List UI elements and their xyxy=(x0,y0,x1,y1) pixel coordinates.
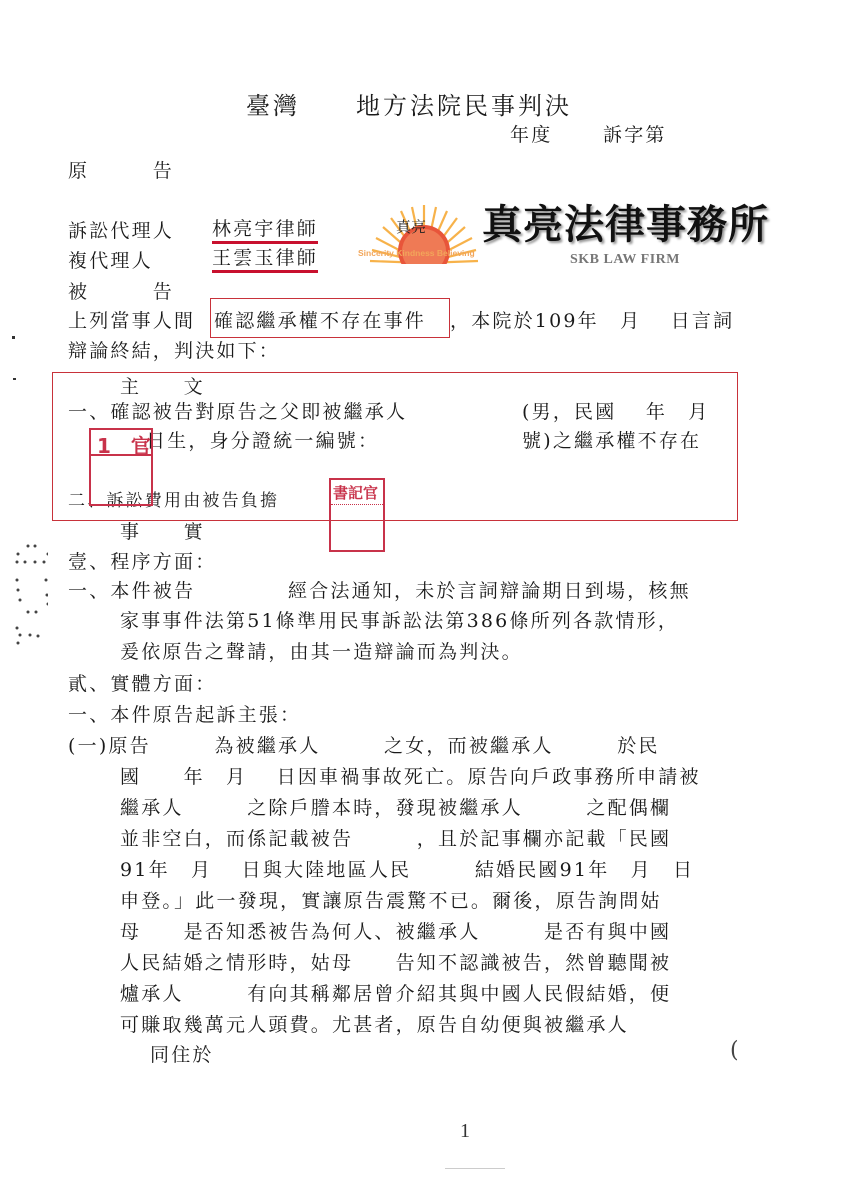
paragraph-line-10: 可賺取幾萬元人頭費。尤甚者，原告自幼便與被繼承人 xyxy=(120,1014,629,1036)
firm-name-zh: 真亮法律事務所 xyxy=(482,201,769,248)
intro-prefix: 上列當事人間 xyxy=(68,310,196,332)
paragraph-line-5: 91年 月 日與大陸地區人民 結婚民國91年 月 日 xyxy=(120,859,695,881)
s1-item1-line2: 家事事件法第51條準用民事訴訟法第386條所列各款情形， xyxy=(120,610,680,632)
binding-seal-mark xyxy=(8,540,48,660)
agent-name: 林亮宇律師 xyxy=(212,220,318,244)
scan-speck xyxy=(12,336,15,339)
document-title: 地方法院民事判決 xyxy=(356,92,572,120)
intro-line2: 辯論終結，判決如下： xyxy=(68,340,281,362)
plaintiff-label: 原 告 xyxy=(68,160,175,182)
s2-item1-title: 一、本件原告起訴主張： xyxy=(68,704,302,726)
sub-agent-name: 王雲玉律師 xyxy=(212,249,318,273)
main-item1-line1-a: 一、確認被告對原告之父即被繼承人 xyxy=(68,401,408,423)
logo-seal-text: 真亮 xyxy=(396,218,427,236)
paragraph-line-3: 繼承人 之除戶謄本時，發現被繼承人 之配偶欄 xyxy=(120,797,672,819)
paragraph-line-9: 爐承人 有向其稱鄰居曾介紹其與中國人民假結婚，便 xyxy=(120,983,672,1005)
firm-slogan: Sincerity Kindness Believing xyxy=(358,248,475,258)
stamp2-text: 書記官 xyxy=(333,484,379,502)
paragraph-line-1: (一)原告 為被繼承人 之女，而被繼承人 於民 xyxy=(68,735,660,757)
court-stamp-1 xyxy=(89,428,153,506)
main-item1-line2-b: 號)之繼承權不存在 xyxy=(522,430,702,452)
paragraph-line-8: 人民結婚之情形時，姑母 告知不認識被告，然曾聽聞被 xyxy=(120,952,672,974)
facts-heading: 事 實 xyxy=(120,521,205,543)
stamp1-text: 1 官 xyxy=(97,434,151,458)
paragraph-line-11: 同住於 xyxy=(150,1044,214,1066)
section2-title: 貳、實體方面： xyxy=(68,673,217,695)
defendant-label: 被 告 xyxy=(68,281,175,303)
s1-item1-line1-b: 經合法通知，未於言詞辯論期日到場，核無 xyxy=(288,580,691,602)
s1-item1-line3: 爰依原告之聲請，由其一造辯論而為判決。 xyxy=(120,641,523,663)
s1-item1-line1-a: 一、本件被告 xyxy=(68,580,196,602)
clerk-stamp xyxy=(329,478,385,552)
court-prefix: 臺灣 xyxy=(246,92,300,120)
page-number: 1 xyxy=(460,1120,470,1142)
paragraph-line-2: 國 年 月 日因車禍事故死亡。原告向戶政事務所申請被 xyxy=(120,766,701,788)
paragraph-line-4: 並非空白，而係記載被告 ，且於記事欄亦記載「民國 xyxy=(120,828,672,850)
case-type: 確認繼承權不存在事件 xyxy=(214,310,427,332)
agent-label: 訴訟代理人 xyxy=(68,220,175,242)
footer-scan-mark xyxy=(445,1168,505,1169)
firm-name-en: SKB LAW FIRM xyxy=(570,252,680,267)
binding-seal-icon xyxy=(8,540,48,660)
intro-suffix: ，本院於109年 月 日言詞 xyxy=(450,310,735,332)
case-number-label: 訴字第 xyxy=(603,124,667,146)
paragraph-line-7: 母 是否知悉被告為何人、被繼承人 是否有與中國 xyxy=(120,921,672,943)
main-text-heading: 主 文 xyxy=(120,376,205,398)
scan-speck xyxy=(13,378,16,380)
trailing-paren: ( xyxy=(730,1038,741,1063)
firm-logo xyxy=(358,182,475,262)
section1-title: 壹、程序方面： xyxy=(68,551,217,573)
sub-agent-label: 複代理人 xyxy=(68,250,153,272)
main-item2: 二、訴訟費用由被告負擔 xyxy=(68,491,280,511)
case-year-label: 年度 xyxy=(510,124,553,146)
main-item1-line1-b: (男，民國 年 月 xyxy=(522,401,710,423)
paragraph-line-6: 申登。」此一發現，實讓原告震驚不已。爾後，原告詢問姑 xyxy=(120,890,662,912)
main-item1-line2-a: 日生，身分證統一編號： xyxy=(146,430,380,452)
